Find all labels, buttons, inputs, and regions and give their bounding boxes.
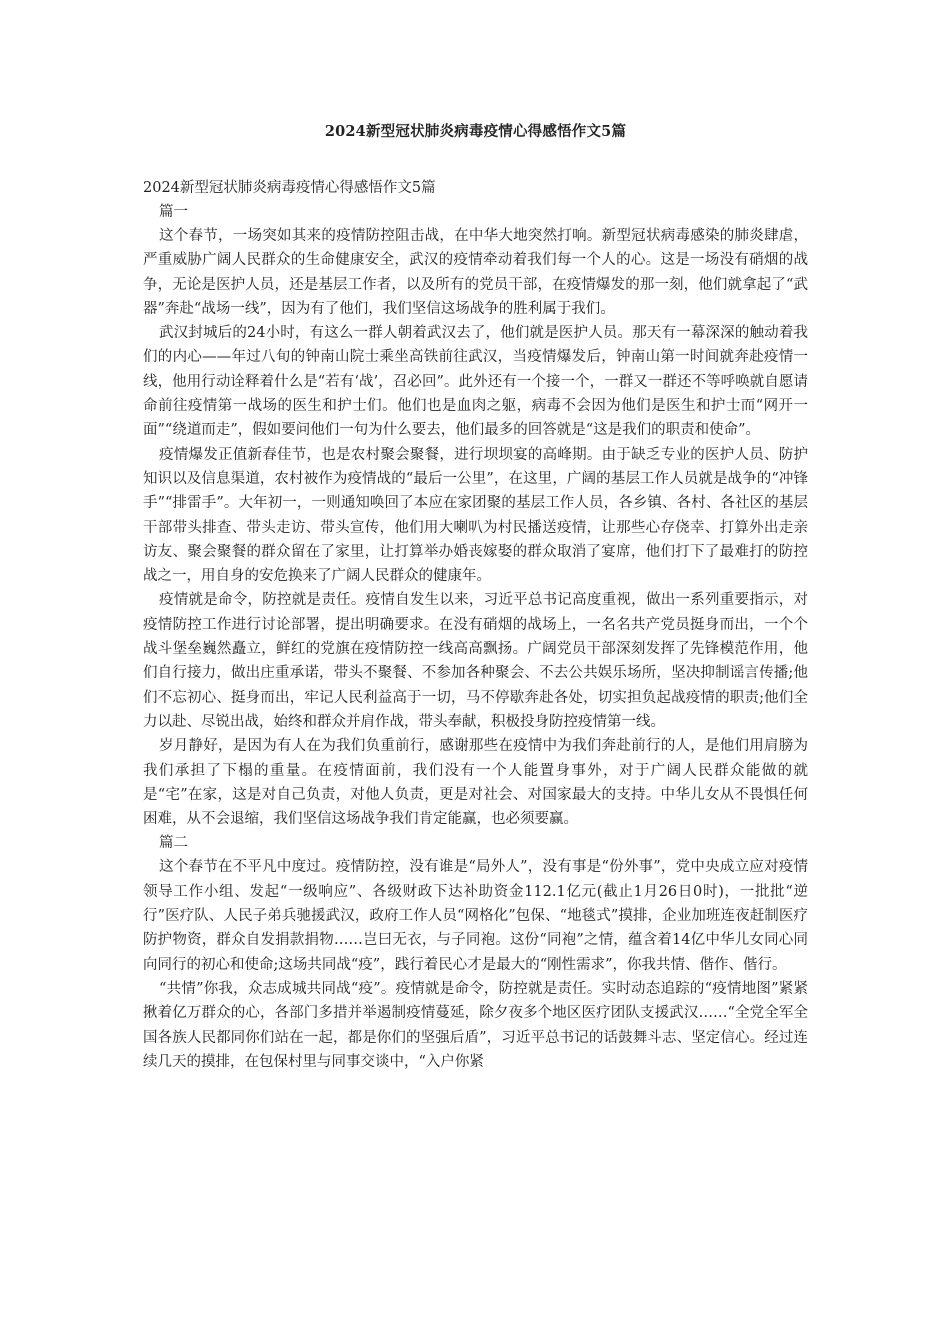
paragraph: 岁月静好，是因为有人在为我们负重前行，感谢那些在疫情中为我们奔赴前行的人，是他们用肩膀为我们承担了下榻的重量。在疫情面前，我们没有一个人能置身事外，对于广阔人民群众能做的就是“宅”在家，这是对自己负责，对他人负责，更是对社会、对国家最大的支持。中华儿女从不畏惧任何困难，从不会退缩，我们坚信这场战争我们肯定能赢，也必须要赢。 [143, 738, 808, 828]
paragraph: “共情”你我，众志成城共同战“疫”。疫情就是命令，防控就是责任。实时动态追踪的“疫情地图”紧紧揪着亿万群众的心，各部门多措并举遏制疫情蔓延，除夕夜多个地区医疗团队支援武汉……“全党全军全国各族人民都同你们站在一起，都是你们的坚强后盾”，习近平总书记的话鼓舞斗志、坚定信心。经过连续几天的摸排，在包保村里与同事交谈中，“入户你紧 [143, 980, 808, 1070]
section-heading: 篇一 [159, 204, 188, 220]
section-heading: 篇二 [159, 835, 188, 852]
section-1 [143, 200, 808, 831]
document-title: 2024新型冠状肺炎病毒疫情心得感悟作文5篇 [324, 123, 627, 140]
section-2 [143, 831, 808, 1074]
paragraph: 武汉封城后的24小时，有这么一群人朝着武汉去了，他们就是医护人员。那天有一幕深深的触动着我们的内心——年过八旬的钟南山院士乘坐高铁前往武汉，当疫情爆发后，钟南山第一时间就奔赴疫情一线，他用行动诠释着什么是“若有‘战’，召必回”。此外还有一个接一个，一群又一群还不等呼唤就自愿请命前往疫情第一战场的医生和护士们。他们也是血肉之躯，病毒不会因为他们是医生和护士而“网开一面”“绕道而走”，假如要问他们一句为什么要去，他们最多的回答就是“这是我们的职责和使命”。 [143, 325, 808, 439]
paragraph: 疫情就是命令，防控就是责任。疫情自发生以来，习近平总书记高度重视，做出一系列重要指示，对疫情防控工作进行讨论部署，提出明确要求。在没有硝烟的战场上，一名名共产党员挺身而出，一个个战斗堡垒巍然矗立，鲜红的党旗在疫情防控一线高高飘扬。广阔党员干部深刻发挥了先锋模范作用，他们自行接力，做出庄重承诺，带头不聚餐、不参加各种聚会、不去公共娱乐场所，坚决抑制谣言传播;他们不忘初心、挺身而出，牢记人民利益高于一切，马不停歇奔赴各处，切实担负起战疫情的职责;他们全力以赴、尽锐出战，始终和群众并肩作战，带头奉献，积极投身防控疫情第一线。 [143, 592, 808, 730]
paragraph: 这个春节，一场突如其来的疫情防控阻击战，在中华大地突然打响。新型冠状病毒感染的肺炎肆虐，严重威胁广阔人民群众的生命健康安全，武汉的疫情牵动着我们每一个人的心。这是一场没有硝烟的战争，无论是医护人员，还是基层工作者，以及所有的党员干部，在疫情爆发的那一刻，他们就拿起了“武器”奔赴“战场一线”，因为有了他们，我们坚信这场战争的胜利属于我们。 [143, 228, 808, 317]
paragraph: 疫情爆发正值新春佳节，也是农村聚会聚餐，进行坝坝宴的高峰期。由于缺乏专业的医护人员、防护知识以及信息渠道，农村被作为疫情战的“最后一公里”，在这里，广阔的基层工作人员就是战争的“冲锋手”“排雷手”。大年初一，一则通知唤回了本应在家团聚的基层工作人员，各乡镇、各村、各社区的基层干部带头排查、带头走访、带头宣传，他们用大喇叭为村民播送疫情，让那些心存侥幸、打算外出走亲访友、聚会聚餐的群众留在了家里，让打算举办婚丧嫁娶的群众取消了宴席，他们打下了最难打的防控战之一，用自身的安危换来了广阔人民群众的健康年。 [143, 446, 808, 585]
paragraph: 这个春节在不平凡中度过。疫情防控，没有谁是“局外人”，没有事是“份外事”，党中央成立应对疫情领导工作小组、发起“一级响应”、各级财政下达补助资金112.1亿元(截止1月26日0时)，一批批“逆行”医疗队、人民子弟兵驰援武汉，政府工作人员“网格化”包保、“地毯式”摸排，企业加班连夜赶制医疗防护物资，群众自发捐款捐物……岂曰无衣，与子同袍。这份“同袍”之情，蕴含着14亿中华儿女同心同向同行的初心和使命;这场共同战“疫”，践行着民心才是最大的“刚性需求”，你我共情、偕作、偕行。 [143, 859, 808, 973]
document-subtitle: 2024新型冠状肺炎病毒疫情心得感悟作文5篇 [143, 180, 436, 196]
document-page [143, 122, 808, 1074]
